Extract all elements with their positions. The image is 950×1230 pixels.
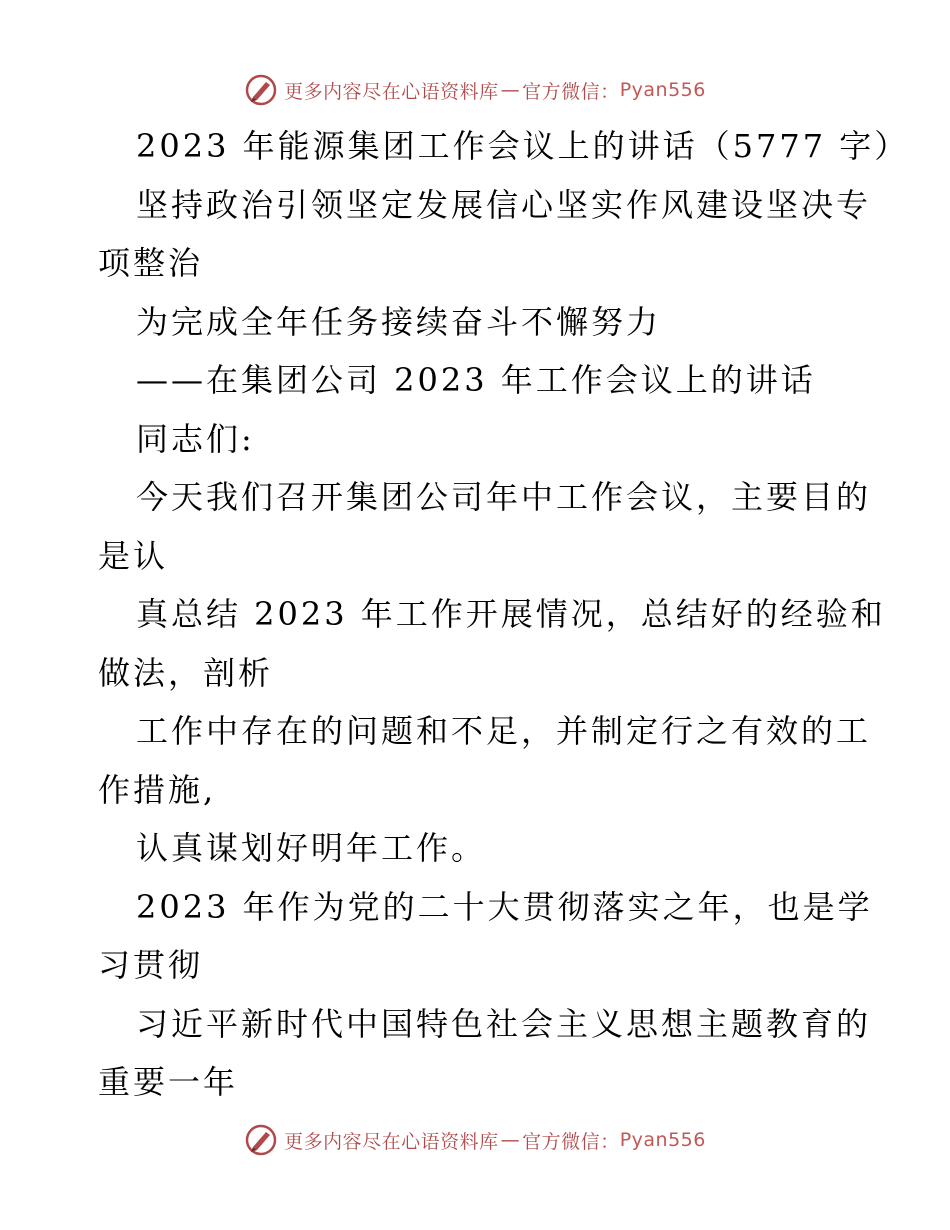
text-line: 为完成全年任务接续奋斗不懈努力 <box>136 302 662 341</box>
text-line: 今天我们召开集团公司年中工作会议，主要目的 <box>136 478 872 516</box>
text-line: 作措施, <box>98 770 217 809</box>
pen-logo-icon <box>244 73 278 107</box>
text-line: 认真谋划好明年工作。 <box>136 829 487 867</box>
watermark-site-text: 更多内容尽在心语资料库 <box>284 80 499 103</box>
text-line: 做法，剖析 <box>98 653 274 692</box>
text-line: 2023 年作为党的二十大贯彻落实之年，也是学 <box>136 887 873 926</box>
watermark-label: 官方微信： <box>522 1130 620 1153</box>
text-line: ——在集团公司 2023 年工作会议上的讲话 <box>136 361 816 399</box>
footer-watermark <box>0 1120 950 1160</box>
text-line: 同志们: <box>136 419 255 458</box>
watermark-separator: — <box>500 79 521 101</box>
text-line: 项整治 <box>98 244 204 282</box>
watermark-account: Pyan556 <box>619 79 706 101</box>
text-line: 真总结 2023 年工作开展情况，总结好的经验和 <box>136 595 886 633</box>
header-watermark <box>0 70 950 110</box>
text-line: 重要一年 <box>98 1063 239 1101</box>
text-line: 是认 <box>98 536 169 575</box>
watermark-label: 官方微信： <box>522 80 620 103</box>
watermark-account: Pyan556 <box>619 1129 706 1151</box>
text-line: 坚持政治引领坚定发展信心坚实作风建设坚决专 <box>136 185 872 224</box>
pen-logo-icon <box>244 1123 278 1157</box>
watermark-site-text: 更多内容尽在心语资料库 <box>284 1130 499 1153</box>
document-body <box>98 117 910 1112</box>
text-line: 习贯彻 <box>98 946 204 984</box>
text-line: 工作中存在的问题和不足，并制定行之有效的工 <box>136 712 872 750</box>
text-line: 习近平新时代中国特色社会主义思想主题教育的 <box>136 1004 872 1043</box>
watermark-separator: — <box>500 1129 521 1151</box>
text-line: 2023 年能源集团工作会议上的讲话（5777 字） <box>136 127 910 165</box>
